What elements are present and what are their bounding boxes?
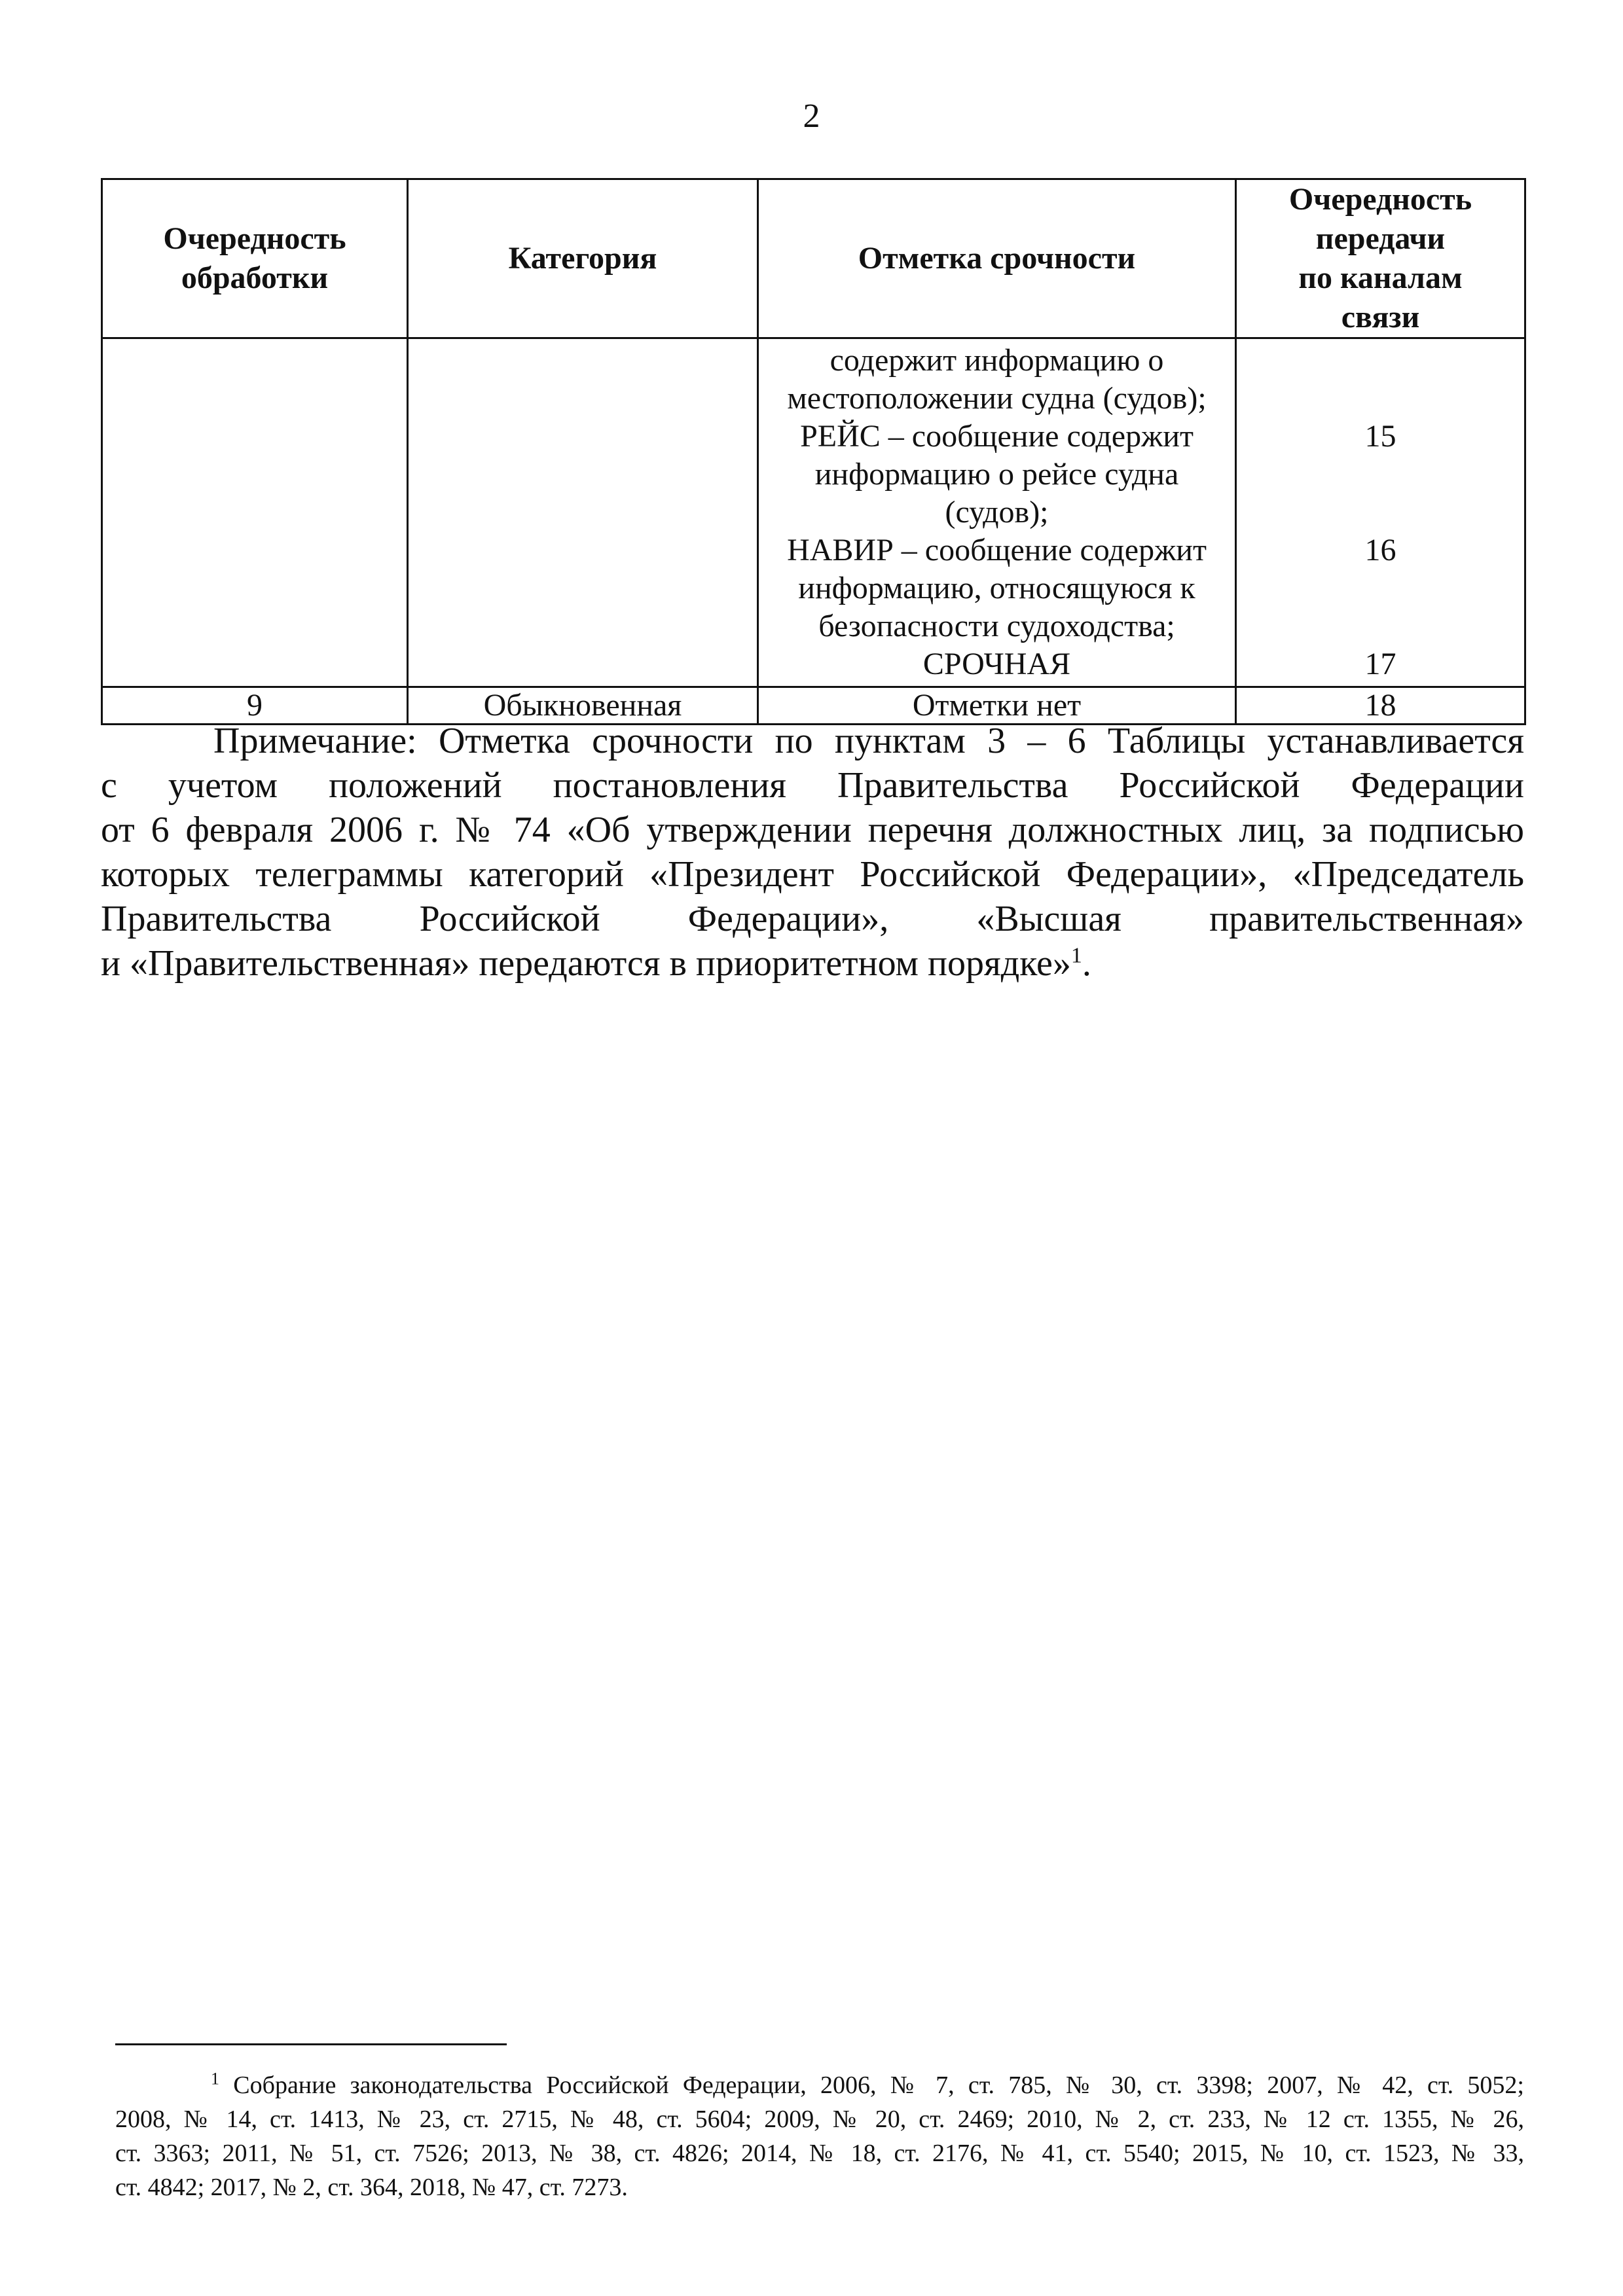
footnote-line: ст. 3363; 2011, № 51, ст. 7526; 2013, № 38, ст. 4826; 2014, № 18, ст. 2176, № 41, ст. 5540; 2015, № 10, ст. 1523, № 33, <box>115 2140 1524 2167</box>
cell-urgency-mark <box>758 338 1236 687</box>
footnote-line-text: Собрание законодательства Российской Федерации, 2006, № 7, ст. 785, № 30, ст. 3398; 2007, № 42, ст. 5052; <box>233 2072 1524 2099</box>
header-line: Категория <box>508 241 657 276</box>
note-line: которых телеграммы категорий «Президент Российской Федерации», «Председатель <box>101 854 1524 895</box>
cell-processing-order: 9 <box>102 687 408 725</box>
transmission-value: 17 <box>1364 647 1396 681</box>
urgency-line: информацию о рейсе судна <box>814 457 1179 492</box>
header-line: обработки <box>181 260 329 295</box>
priority-table <box>101 178 1526 725</box>
urgency-line: СРОЧНАЯ <box>922 647 1071 681</box>
footnote-separator <box>115 2043 507 2045</box>
cell-urgency-mark: Отметки нет <box>758 687 1236 725</box>
cell-transmission-order <box>1236 338 1525 687</box>
transmission-value: 15 <box>1364 419 1396 454</box>
urgency-line: безопасности судоходства; <box>818 609 1175 643</box>
header-processing-order <box>102 179 408 338</box>
urgency-line: содержит информацию о <box>830 343 1164 378</box>
header-line: Отметка срочности <box>858 241 1136 276</box>
urgency-line: НАВИР – сообщение содержит <box>787 533 1207 567</box>
note-line: с учетом положений постановления Правительства Российской Федерации <box>101 765 1524 806</box>
note-line: Правительства Российской Федерации», «Высшая правительственная» <box>101 899 1524 939</box>
table-header-row <box>102 179 1525 338</box>
footnote-reference: 1 <box>1070 943 1082 968</box>
urgency-line: местоположении судна (судов); <box>787 381 1207 416</box>
cell-category <box>408 338 758 687</box>
urgency-line: (судов); <box>945 495 1049 529</box>
header-category <box>408 179 758 338</box>
footnote-line: ст. 4842; 2017, № 2, ст. 364, 2018, № 47, ст. 7273. <box>115 2174 628 2201</box>
header-line: по каналам <box>1298 260 1463 295</box>
footnote-line: 2008, № 14, ст. 1413, № 23, ст. 2715, № 48, ст. 5604; 2009, № 20, ст. 2469; 2010, № 2, ст. 233, № 12 ст. 1355, № 26, <box>115 2106 1524 2133</box>
header-line: связи <box>1341 300 1420 334</box>
urgency-line: информацию, относящуюся к <box>798 571 1195 605</box>
note-end-punct: . <box>1082 943 1091 984</box>
header-line: Очередность <box>163 221 346 256</box>
note-line: Примечание: Отметка срочности по пунктам 3 – 6 Таблицы устанавливается <box>213 721 1524 761</box>
cell-processing-order <box>102 338 408 687</box>
note-line-text: и «Правительственная» передаются в приоритетном порядке» <box>101 943 1071 984</box>
header-urgency-mark <box>758 179 1236 338</box>
header-transmission-order <box>1236 179 1525 338</box>
table-row-continuation <box>102 338 1525 687</box>
header-line: Очередность <box>1288 182 1472 217</box>
transmission-value: 16 <box>1364 533 1396 567</box>
footnote-line <box>115 2068 1524 2102</box>
note-line: от 6 февраля 2006 г. № 74 «Об утверждении перечня должностных лиц, за подписью <box>101 810 1524 850</box>
note-line-last <box>101 941 1524 986</box>
note-paragraph <box>101 719 1524 986</box>
header-line: передачи <box>1315 221 1446 256</box>
cell-transmission-order: 18 <box>1236 687 1525 725</box>
cell-category: Обыкновенная <box>408 687 758 725</box>
footnote <box>115 2068 1524 2204</box>
urgency-line: РЕЙС – сообщение содержит <box>800 419 1194 454</box>
page-number: 2 <box>803 98 820 135</box>
footnote-marker: 1 <box>211 2069 219 2089</box>
